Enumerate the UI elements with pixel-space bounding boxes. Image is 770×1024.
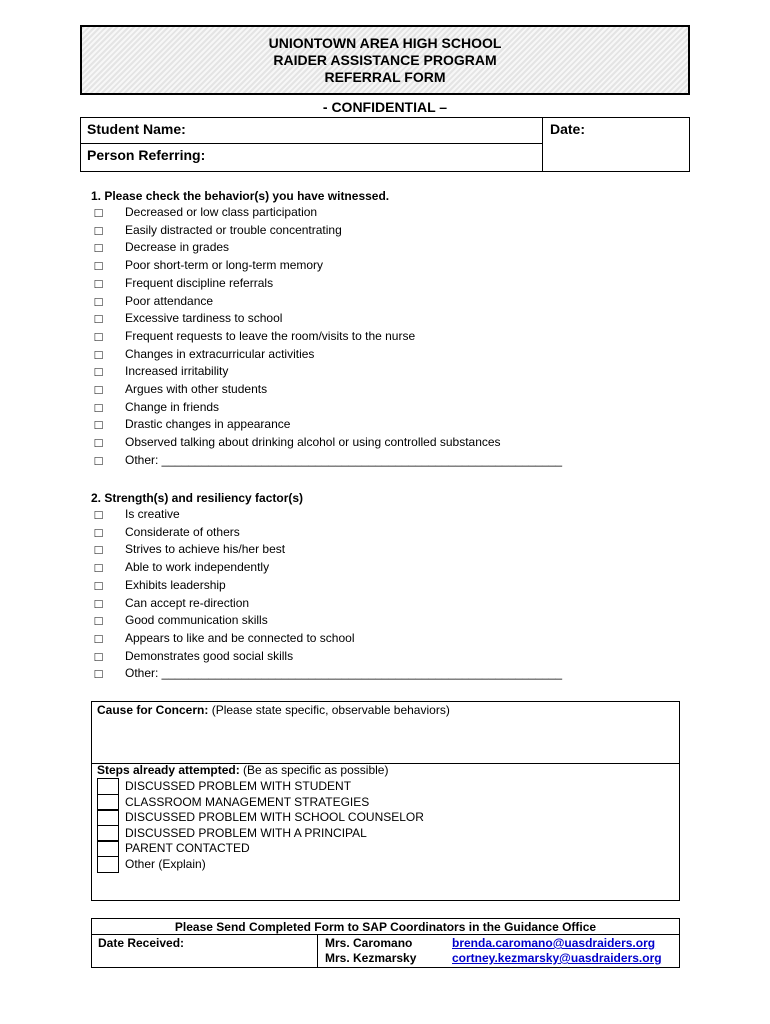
checklist-item-label: Good communication skills: [125, 613, 268, 628]
step-item-label: DISCUSSED PROBLEM WITH SCHOOL COUNSELOR: [125, 810, 424, 824]
checklist-item-label: Demonstrates good social skills: [125, 648, 294, 663]
checkbox[interactable]: [93, 437, 104, 448]
checklist-item-label: Decrease in grades: [125, 240, 230, 255]
section2-title: 2. Strength(s) and resiliency factor(s): [91, 491, 304, 505]
checklist-item-label: Change in friends: [125, 399, 220, 414]
checkbox[interactable]: [93, 544, 104, 555]
checklist-item-label: Increased irritability: [125, 364, 229, 379]
checkbox[interactable]: [93, 313, 104, 324]
cause-for-concern-field[interactable]: [97, 703, 450, 717]
checkbox[interactable]: [93, 419, 104, 430]
checklist-item-label: Appears to like and be connected to school: [125, 630, 355, 645]
checkbox[interactable]: [93, 651, 104, 662]
checkbox[interactable]: [93, 225, 104, 236]
footer-column-divider: [317, 934, 318, 967]
date-field[interactable]: Date:: [550, 121, 586, 137]
checkbox[interactable]: [93, 562, 104, 573]
step-checkbox[interactable]: [97, 825, 119, 842]
concern-hint: (Please state specific, observable behaviors): [208, 703, 450, 717]
concern-label: Cause for Concern:: [97, 703, 209, 717]
checklist-item-label: Other: ____________________________________________________________: [125, 666, 563, 681]
checkbox[interactable]: [93, 384, 104, 395]
checklist-item-label: Poor attendance: [125, 293, 214, 308]
checklist-item-label: Observed talking about drinking alcohol or using controlled substances: [125, 435, 501, 450]
steps-hint: (Be as specific as possible): [239, 763, 389, 777]
checklist-item-label: Frequent requests to leave the room/visits to the nurse: [125, 328, 416, 343]
checklist-item-label: Is creative: [125, 507, 180, 521]
step-item-label: PARENT CONTACTED: [125, 841, 250, 855]
checklist-item-label: Decreased or low class participation: [125, 205, 318, 219]
coordinator-email-link[interactable]: brenda.caromano@uasdraiders.org: [452, 936, 656, 950]
checklist-item-label: Other: ____________________________________________________________: [125, 452, 563, 467]
form-header: [80, 25, 690, 95]
steps-heading: [97, 763, 388, 777]
footer-table: [91, 918, 680, 968]
checklist-item-label: Drastic changes in appearance: [125, 417, 291, 432]
checklist-item-label: Can accept re-direction: [125, 595, 250, 610]
checkbox[interactable]: [93, 509, 104, 520]
person-referring-field[interactable]: Person Referring:: [87, 147, 206, 163]
steps-label: Steps already attempted:: [97, 763, 240, 777]
student-info-table: [80, 117, 690, 172]
section1-title: 1. Please check the behavior(s) you have witnessed.: [91, 189, 390, 203]
step-checkbox[interactable]: [97, 840, 119, 857]
step-item-label: Other (Explain): [125, 856, 206, 871]
checkbox[interactable]: [93, 242, 104, 253]
checklist-item-label: Frequent discipline referrals: [125, 275, 274, 290]
school-name: UNIONTOWN AREA HIGH SCHOOL: [268, 35, 502, 51]
checkbox[interactable]: [93, 527, 104, 538]
program-name: RAIDER ASSISTANCE PROGRAM: [273, 52, 497, 68]
checkbox[interactable]: [93, 668, 104, 679]
checkbox[interactable]: [93, 207, 104, 218]
checklist-item-label: Changes in extracurricular activities: [125, 346, 315, 361]
step-checkbox[interactable]: [97, 809, 119, 826]
checkbox[interactable]: [93, 402, 104, 413]
coordinator-name: Mrs. Caromano: [325, 936, 413, 950]
checklist-item-label: Argues with other students: [125, 382, 268, 396]
checkbox[interactable]: [93, 260, 104, 271]
step-checkbox[interactable]: [97, 856, 119, 873]
checklist-item-label: Poor short-term or long-term memory: [125, 258, 324, 273]
checkbox[interactable]: [93, 278, 104, 289]
checklist-item-label: Considerate of others: [125, 524, 240, 539]
footer-title: Please Send Completed Form to SAP Coordinators in the Guidance Office: [174, 920, 597, 934]
checkbox[interactable]: [93, 296, 104, 307]
student-name-field[interactable]: Student Name:: [87, 121, 186, 137]
checkbox[interactable]: [93, 615, 104, 626]
coordinator-name: Mrs. Kezmarsky: [325, 951, 417, 965]
checklist-item-label: Easily distracted or trouble concentrating: [125, 222, 342, 237]
checklist-item-label: Exhibits leadership: [125, 577, 226, 592]
step-item-label: DISCUSSED PROBLEM WITH A PRINCIPAL: [125, 825, 367, 840]
checkbox[interactable]: [93, 580, 104, 591]
step-item-label: CLASSROOM MANAGEMENT STRATEGIES: [125, 794, 370, 809]
date-received-field[interactable]: Date Received:: [98, 936, 185, 950]
form-title: REFERRAL FORM: [324, 69, 446, 85]
checkbox[interactable]: [93, 366, 104, 377]
confidential-label: - CONFIDENTIAL –: [322, 99, 448, 115]
checkbox[interactable]: [93, 633, 104, 644]
checkbox[interactable]: [93, 455, 104, 466]
checklist-item-label: Excessive tardiness to school: [125, 311, 283, 326]
checklist-item-label: Able to work independently: [125, 560, 270, 575]
checkbox[interactable]: [93, 598, 104, 609]
step-item-label: DISCUSSED PROBLEM WITH STUDENT: [125, 779, 352, 793]
checkbox[interactable]: [93, 331, 104, 342]
checkbox[interactable]: [93, 349, 104, 360]
checklist-item-label: Strives to achieve his/her best: [125, 542, 286, 557]
coordinator-email-link[interactable]: cortney.kezmarsky@uasdraiders.org: [452, 951, 662, 965]
step-checkbox[interactable]: [97, 794, 119, 811]
footer-divider: [92, 934, 679, 935]
step-checkbox[interactable]: [97, 778, 119, 795]
